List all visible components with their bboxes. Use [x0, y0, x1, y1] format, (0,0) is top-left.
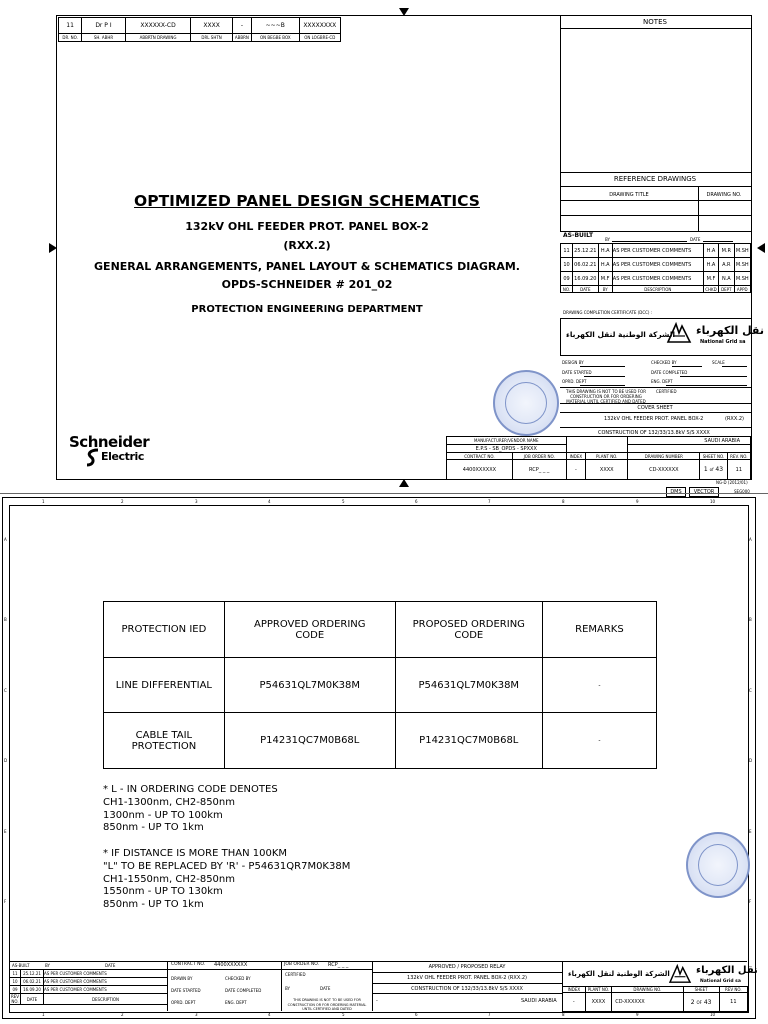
rev-appd: M.SH: [734, 258, 751, 272]
grid-row-letter: A: [4, 537, 7, 542]
cover-construction: CONSTRUCTION OF 132/33/13.8kV S/S XXXX: [598, 430, 710, 436]
note-line: CH1-1550nm, CH2-850nm: [103, 873, 235, 885]
tb-job-value: RCP_ _ _: [328, 962, 349, 968]
company-short-arabic: نقل الكهرباء: [696, 324, 764, 337]
tb-checked-by: CHECKED BY: [225, 976, 251, 981]
cover-sheet-label: COVER SHEET: [637, 405, 673, 411]
drawing-number-label: DRAWING NUMBER: [628, 453, 700, 460]
grid-row-letter: F: [749, 899, 752, 904]
rev-col-header: DEPT: [719, 286, 734, 293]
reference-col-divider: [698, 186, 699, 231]
revision-table: [560, 243, 751, 293]
revision-row: [561, 244, 751, 258]
tb-revision-row: [10, 986, 168, 994]
job-value: RCP_ _ _: [512, 460, 566, 480]
grid-row-letter: C: [4, 688, 7, 693]
cover-divider: [560, 412, 751, 413]
tb-certified: CERTIFIED: [285, 972, 306, 977]
grid-col-number: 9: [636, 1012, 639, 1017]
contract-label: CONTRACT NO.: [447, 453, 513, 460]
logo-text-schneider: Schneider: [69, 433, 150, 451]
rev-by: H.A: [598, 258, 612, 272]
blank-cell: [628, 445, 751, 453]
tb-dwg-value: CD-XXXXXX: [612, 993, 683, 1012]
tb-rev-value: 11: [719, 993, 747, 1012]
strip-label: ABBRN: [232, 34, 251, 42]
tb-location: SAUDI ARABIA: [521, 998, 557, 1004]
sheet-separator: [0, 493, 768, 494]
grid-col-number: 3: [195, 499, 198, 504]
eng-dept-line: [666, 385, 747, 386]
strip-cell: XXXXXX-CD: [125, 18, 191, 34]
rev-date: 06.02.21: [573, 258, 599, 272]
relay-ordering-table: [103, 601, 657, 769]
bottom-info-table: [446, 436, 751, 480]
reference-header: REFERENCE DRAWINGS: [613, 175, 697, 183]
plant-value: XXXX: [586, 460, 628, 480]
grid-col-number: 5: [342, 499, 345, 504]
note-line: [103, 835, 350, 848]
rev-appd: M.SH: [734, 244, 751, 258]
rev-desc: AS PER CUSTOMER COMMENTS: [612, 258, 703, 272]
sheet-no-value: [700, 460, 727, 480]
tb-sheet-of: OF: [696, 999, 702, 1005]
as-built-date-line: [703, 241, 733, 242]
rev-desc: AS PER CUSTOMER COMMENTS: [612, 272, 703, 286]
design-by-line: [580, 366, 625, 367]
tb-dwg-label: DRAWING NO.: [612, 987, 683, 993]
grid-col-number: 7: [488, 499, 491, 504]
cover-title-line: 132kV OHL FEEDER PROT. PANEL BOX-2: [604, 416, 704, 422]
grid-row-letter: A: [749, 537, 752, 542]
sheet-code: SEG000: [734, 489, 750, 494]
relay-table-row: [104, 713, 657, 769]
vector-button[interactable]: VECTOR: [689, 487, 719, 497]
grid-col-number: 3: [195, 1012, 198, 1017]
grid-row-letter: E: [749, 829, 752, 834]
notes-header: NOTES: [643, 18, 667, 26]
tb-rev-no: 09: [10, 986, 21, 994]
rev-dept: N.A: [719, 272, 734, 286]
grid-row-letter: E: [4, 829, 7, 834]
tb-line: [372, 972, 562, 973]
relay-header-cell: PROTECTION IED: [104, 602, 225, 658]
approval-stamp: [493, 370, 559, 436]
note-line: * IF DISTANCE IS MORE THAN 100KM: [103, 847, 288, 859]
as-built-by-line: [612, 241, 687, 242]
sheet-total: 43: [715, 466, 724, 473]
strip-label: DRL SHTN: [191, 34, 232, 42]
tb-rev-no: 10: [10, 978, 21, 986]
strip-cell: XXXXXXXX: [299, 18, 340, 34]
tb-index-value: -: [563, 993, 586, 1012]
grid-col-number: 10: [710, 1012, 716, 1017]
relay-cell-remarks: -: [542, 658, 656, 713]
rev-dept: A.R: [719, 258, 734, 272]
index-label: INDEX: [566, 453, 586, 460]
rev-appd: M.SH: [734, 272, 751, 286]
grid-col-number: 4: [268, 499, 271, 504]
rev-no: 10: [561, 258, 573, 272]
tb-date-started: DATE STARTED: [171, 988, 201, 993]
tb-sheet-total: 43: [703, 998, 712, 1006]
relay-cell-remarks: -: [542, 713, 656, 769]
tb-oprd-dept: OPRD. DEPT: [171, 1000, 196, 1005]
tb-rev-col-header: DATE: [21, 994, 44, 1005]
grid-row-letter: B: [4, 617, 7, 622]
sign-note: THIS DRAWING IS NOT TO BE USED FOR CONSTRUCTION OR FOR ORDERING MATERIAL UNTIL CERTIFIED AND DATED: [566, 389, 646, 404]
tb-title-construction: CONSTRUCTION OF 132/33/13.8kV S/S XXXX: [411, 986, 523, 992]
revision-header-row: [561, 286, 751, 293]
tb-title-feeder: 132kV OHL FEEDER PROT. PANEL BOX-2 (RXX.2): [407, 975, 527, 981]
sign-divider: [560, 387, 751, 388]
grid-row-letter: B: [749, 617, 752, 622]
reference-col-no: DRAWING NO.: [706, 192, 742, 198]
ordering-notes: [103, 784, 350, 912]
grid-col-number: 7: [488, 1012, 491, 1017]
company-name-english: National Grid sa: [700, 339, 746, 345]
checked-by-line: [672, 366, 702, 367]
as-built-by: BY: [605, 237, 610, 242]
reference-row-line: [560, 200, 751, 201]
logo-text-electric: Electric: [101, 450, 145, 463]
form-number: NG-D (2012/01): [716, 480, 748, 485]
cover-title-rev: (RXX.2): [725, 416, 744, 422]
as-built-label: AS-BUILT: [563, 232, 594, 239]
revision-row: [561, 258, 751, 272]
rev-col-header: NO.: [561, 286, 573, 293]
national-grid-emblem-icon: [666, 322, 692, 344]
grid-col-number: 5: [342, 1012, 345, 1017]
relay-cell-ied: LINE DIFFERENTIAL: [104, 658, 225, 713]
dms-button[interactable]: DMS: [666, 487, 686, 497]
note-line: 1550nm - UP TO 130km: [103, 886, 223, 898]
sheet-no-label: SHEET NO.: [700, 453, 727, 460]
sheet-current: 1: [703, 466, 708, 473]
reference-divider: [560, 186, 751, 187]
grid-row-letter: F: [4, 899, 7, 904]
manufacturer-value: E.P.S - SB_OPDS - SPXXX: [447, 445, 567, 453]
date-started-label: DATE STARTED: [562, 370, 592, 375]
dcc-note: DRAWING COMPLETION CERTIFICATE (DCC) :: [563, 310, 653, 315]
document-title: OPTIMIZED PANEL DESIGN SCHEMATICS: [134, 192, 480, 210]
rev-col-header: CHKD: [705, 286, 717, 292]
reference-col-title: DRAWING TITLE: [609, 192, 649, 198]
tb-contract-label: CONTRACT NO.: [171, 962, 206, 967]
tb-rev-date: 06.02.21: [21, 978, 44, 986]
date-completed-label: DATE COMPLETED: [651, 370, 688, 375]
grid-col-number: 2: [121, 1012, 124, 1017]
tb-dash: -: [376, 998, 378, 1004]
grid-col-number: 10: [710, 499, 716, 504]
department-name: PROTECTION ENGINEERING DEPARTMENT: [191, 304, 423, 315]
tb-asbuilt-by: BY: [45, 963, 50, 968]
top-strip: [58, 17, 341, 42]
tb-rev-date: 25.12.21: [21, 970, 44, 978]
strip-cell: Dr P I: [82, 18, 125, 34]
relay-header-cell: REMARKS: [542, 602, 656, 658]
relay-table-header-row: [104, 602, 657, 658]
tb-company-short-arabic: نقل الكهرباء: [696, 965, 758, 976]
date-completed-line: [680, 376, 747, 377]
subtitle-opds: OPDS-SCHNEIDER # 201_02: [221, 278, 393, 291]
relay-cell-approved: P54631QL7M0K38M: [224, 658, 395, 713]
date-started-line: [584, 376, 625, 377]
subtitle-general: GENERAL ARRANGEMENTS, PANEL LAYOUT & SCHEMATICS DIAGRAM.: [94, 260, 520, 273]
plant-label: PLANT NO.: [586, 453, 628, 460]
tb-rev-label: REV NO.: [719, 987, 747, 993]
rev-date: 25.12.21: [573, 244, 599, 258]
strip-label: SH. ABHR: [82, 34, 125, 42]
strip-cell: -: [232, 18, 251, 34]
rev-no: 11: [561, 244, 573, 258]
contract-value: 4400XXXXXX: [447, 460, 513, 480]
tb-sheet-value: [683, 993, 719, 1012]
national-grid-emblem-icon: [668, 964, 692, 984]
job-label: JOB ORDER NO.: [512, 453, 566, 460]
blank-cell: [566, 437, 628, 453]
note-line: 850nm - UP TO 1km: [103, 822, 204, 834]
rev-chkd: H.A: [703, 244, 718, 258]
location-label: SAUDI ARABIA: [628, 437, 751, 445]
cover-divider: [560, 403, 751, 404]
rev-desc: AS PER CUSTOMER COMMENTS: [612, 244, 703, 258]
oprd-dept-label: OPRD. DEPT: [562, 379, 587, 384]
approval-stamp: [686, 832, 750, 898]
tb-rev-date: 16.09.20: [21, 986, 44, 994]
tb-asbuilt-label: AS-BUILT: [12, 963, 30, 968]
as-built-date: DATE: [690, 237, 701, 242]
relay-cell-proposed: P14231QC7M0B68L: [395, 713, 542, 769]
tb-drawn-by: DRAWN BY: [171, 976, 193, 981]
stamp-inner-ring: [505, 382, 547, 424]
note-line: 850nm - UP TO 1km: [103, 899, 204, 911]
tb-plant-value: XXXX: [585, 993, 612, 1012]
tb-rev-desc: AS PER CUSTOMER COMMENTS: [44, 978, 168, 986]
strip-cell: ~~~B: [252, 18, 300, 34]
tb-certified-by: BY: [285, 986, 290, 991]
tb-sheet-info: [562, 986, 748, 1012]
note-line: * L - IN ORDERING CODE DENOTES: [103, 784, 278, 795]
rev-date: 16.09.20: [573, 272, 599, 286]
relay-cell-approved: P14231QC7M0B68L: [224, 713, 395, 769]
scale-label: SCALE: [712, 360, 725, 365]
note-line: CH1-1300nm, CH2-850nm: [103, 796, 235, 808]
tb-title-relay: APPROVED / PROPOSED RELAY: [428, 964, 506, 970]
rev-col-header: DESCRIPTION: [612, 286, 703, 293]
tb-rev-col-header: DESCRIPTION: [44, 994, 168, 1005]
note-line: "L" TO BE REPLACED BY 'R' - P54631QR7M0K38M: [103, 860, 351, 872]
notes-box: [560, 15, 752, 173]
sheet-of: of: [709, 467, 714, 472]
tb-line: [167, 969, 281, 970]
index-value: -: [566, 460, 586, 480]
grid-col-number: 4: [268, 1012, 271, 1017]
tb-date-completed: DATE COMPLETED: [225, 988, 262, 993]
eng-dept-label: ENG. DEPT: [651, 379, 673, 384]
relay-header-cell: PROPOSED ORDERING CODE: [395, 602, 542, 658]
strip-label: DR. NO.: [59, 34, 82, 42]
tb-asbuilt-date: DATE: [105, 963, 116, 968]
grid-col-number: 6: [415, 499, 418, 504]
tb-certified-date: DATE: [320, 986, 331, 991]
strip-label: ABBRTN DRAWING: [125, 34, 191, 42]
tb-rev-col-header: REV NO.: [10, 994, 20, 1004]
grid-col-number: 8: [562, 499, 565, 504]
grid-col-number: 6: [415, 1012, 418, 1017]
tb-rev-desc: AS PER CUSTOMER COMMENTS: [44, 970, 168, 978]
scale-line: [722, 366, 747, 367]
checked-by-label: CHECKED BY: [651, 360, 677, 365]
rev-no: 09: [561, 272, 573, 286]
rev-dept: M.R: [719, 244, 734, 258]
tb-company-english: National Grid sa: [700, 979, 741, 984]
manufacturer-header: MANUFACTURER/VENDOR NAME: [447, 437, 567, 445]
grid-row-letter: C: [749, 688, 752, 693]
tb-note: THIS DRAWING IS NOT TO BE USED FOR CONSTRUCTION OR FOR ORDERING MATERIAL UNTIL CERTIFIED AND DATED: [287, 998, 367, 1011]
relay-table-row: [104, 658, 657, 713]
right-mid-arrow: [757, 243, 765, 253]
notes-divider: [560, 28, 751, 29]
strip-cell: 11: [59, 18, 82, 34]
rev-no-label: REV. NO.: [727, 453, 750, 460]
tb-line: [281, 969, 372, 970]
design-by-label: DESIGN BY: [562, 360, 584, 365]
strip-cell: XXXX: [191, 18, 232, 34]
rev-chkd: H.A: [703, 258, 718, 272]
tb-sheet-current: 2: [690, 998, 695, 1006]
revision-row: [561, 272, 751, 286]
grid-col-number: 9: [636, 499, 639, 504]
grid-col-number: 8: [562, 1012, 565, 1017]
strip-label: ON BEGBE BOX: [252, 34, 300, 42]
tb-index-label: INDEX: [563, 987, 586, 993]
rev-col-header: APPD: [734, 286, 751, 293]
relay-header-cell: APPROVED ORDERING CODE: [224, 602, 395, 658]
certified-label: CERTIFIED: [656, 389, 677, 394]
grid-row-letter: D: [749, 758, 753, 763]
tb-rev-desc: AS PER CUSTOMER COMMENTS: [44, 986, 168, 994]
tb-rev-no: 11: [10, 970, 21, 978]
tb-line: [372, 983, 562, 984]
relay-cell-proposed: P54631QL7M0K38M: [395, 658, 542, 713]
oprd-dept-line: [580, 385, 625, 386]
rev-chkd: M.F: [703, 272, 718, 286]
tb-revision-row: [10, 978, 168, 986]
rev-col-header: DATE: [573, 286, 599, 293]
tb-sheet-label: SHEET: [683, 987, 719, 993]
grid-col-number: 1: [42, 1012, 45, 1017]
stamp-inner-ring: [698, 844, 738, 886]
subtitle-revision: (RXX.2): [283, 239, 331, 252]
tb-revision-header: [10, 994, 168, 1005]
tb-job-label: JOB ORDER NO.: [284, 962, 320, 967]
rev-col-header: BY: [598, 286, 612, 293]
rev-no-value: 11: [727, 460, 750, 480]
tb-revision-rows: [9, 969, 168, 1005]
subtitle-feeder: 132kV OHL FEEDER PROT. PANEL BOX-2: [185, 220, 429, 233]
reference-row-line: [560, 215, 751, 216]
grid-row-letter: D: [4, 758, 8, 763]
drawing-number-value: CD-XXXXXX: [628, 460, 700, 480]
bottom-center-arrow: [399, 479, 409, 487]
tb-eng-dept: ENG. DEPT: [225, 1000, 247, 1005]
rev-by: M.F: [598, 272, 612, 286]
cover-divider: [560, 427, 751, 428]
tb-plant-label: PLANT NO.: [585, 987, 612, 993]
tb-contract-value: 4400XXXXXX: [214, 962, 248, 968]
grid-col-number: 2: [121, 499, 124, 504]
tb-line: [372, 993, 562, 994]
grid-col-number: 1: [42, 499, 45, 504]
tb-company-arabic: الشركة الوطنية لنقل الكهرباء: [568, 970, 670, 978]
relay-cell-ied: CABLE TAIL PROTECTION: [104, 713, 225, 769]
strip-label: ON LOGBRE-CD: [299, 34, 340, 42]
company-name-arabic: الشركة الوطنية لنقل الكهرباء: [566, 330, 676, 339]
rev-by: H.A: [598, 244, 612, 258]
note-line: 1300nm - UP TO 100km: [103, 809, 223, 821]
tb-revision-row: [10, 970, 168, 978]
